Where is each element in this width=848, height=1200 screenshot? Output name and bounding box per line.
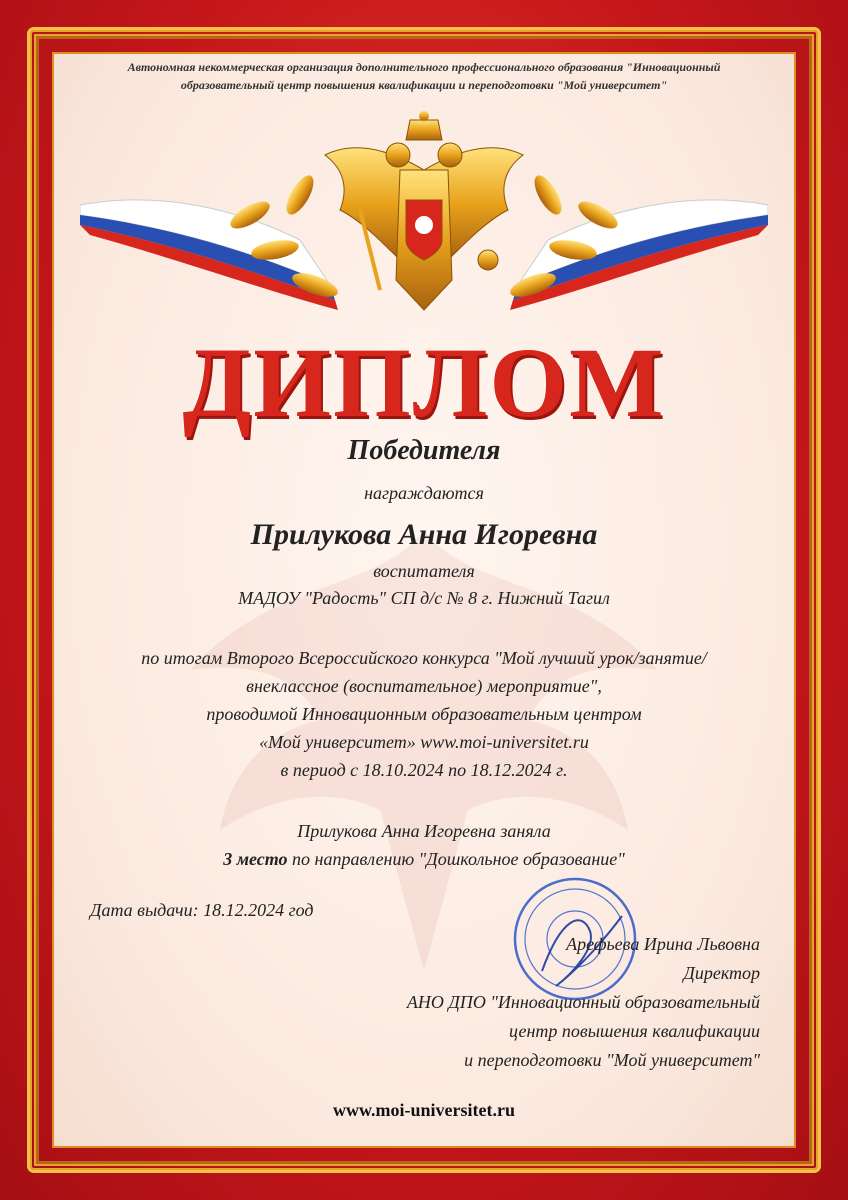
diploma-title: ДИПЛОМ bbox=[182, 327, 666, 438]
signatory-org-line2: центр повышения квалификации bbox=[509, 1021, 760, 1041]
organization-header-line1: Автономная некоммерческая организация дополнительного профессионального образования "Инновационный bbox=[127, 60, 721, 74]
contest-description bbox=[60, 644, 788, 784]
organization-header-line2: образовательный центр повышения квалификации и переподготовки "Мой университет" bbox=[180, 78, 668, 92]
signatory-name: Арефьева Ирина Львовна bbox=[566, 934, 760, 954]
contest-result bbox=[60, 817, 788, 873]
recipient-organization: МАДОУ "Радость" СП д/с № 8 г. Нижний Тагил bbox=[238, 588, 610, 608]
signatory-org-line1: АНО ДПО "Инновационный образовательный bbox=[406, 992, 760, 1012]
diploma-subtitle: Победителя bbox=[347, 435, 501, 466]
website-link[interactable]: www.moi-universitet.ru bbox=[333, 1100, 515, 1120]
result-direction: по направлению "Дошкольное образование" bbox=[287, 849, 625, 869]
description-line4: «Мой университет» www.moi-universitet.ru bbox=[259, 732, 589, 752]
description-line3: проводимой Инновационным образовательным центром bbox=[206, 704, 642, 724]
result-line2 bbox=[60, 845, 788, 873]
description-line2: внеклассное (воспитательное) мероприятие", bbox=[246, 676, 602, 696]
description-line5: в период с 18.10.2024 по 18.12.2024 г. bbox=[280, 760, 568, 780]
issue-date: Дата выдачи: 18.12.2024 год bbox=[90, 900, 314, 920]
description-line1: по итогам Второго Всероссийского конкурса "Мой лучший урок/занятие/ bbox=[141, 648, 707, 668]
signatory-org-line3: и переподготовки "Мой университет" bbox=[464, 1050, 760, 1070]
awarded-label: награждаются bbox=[364, 483, 484, 503]
result-place: 3 место bbox=[223, 849, 288, 869]
coat-of-arms-icon bbox=[80, 110, 768, 325]
recipient-name: Прилукова Анна Игоревна bbox=[250, 518, 598, 551]
signatory-block bbox=[340, 930, 760, 1075]
recipient-position: воспитателя bbox=[373, 561, 475, 581]
organization-header bbox=[80, 58, 768, 94]
signatory-title: Директор bbox=[683, 963, 760, 983]
result-line1: Прилукова Анна Игоревна заняла bbox=[297, 821, 551, 841]
